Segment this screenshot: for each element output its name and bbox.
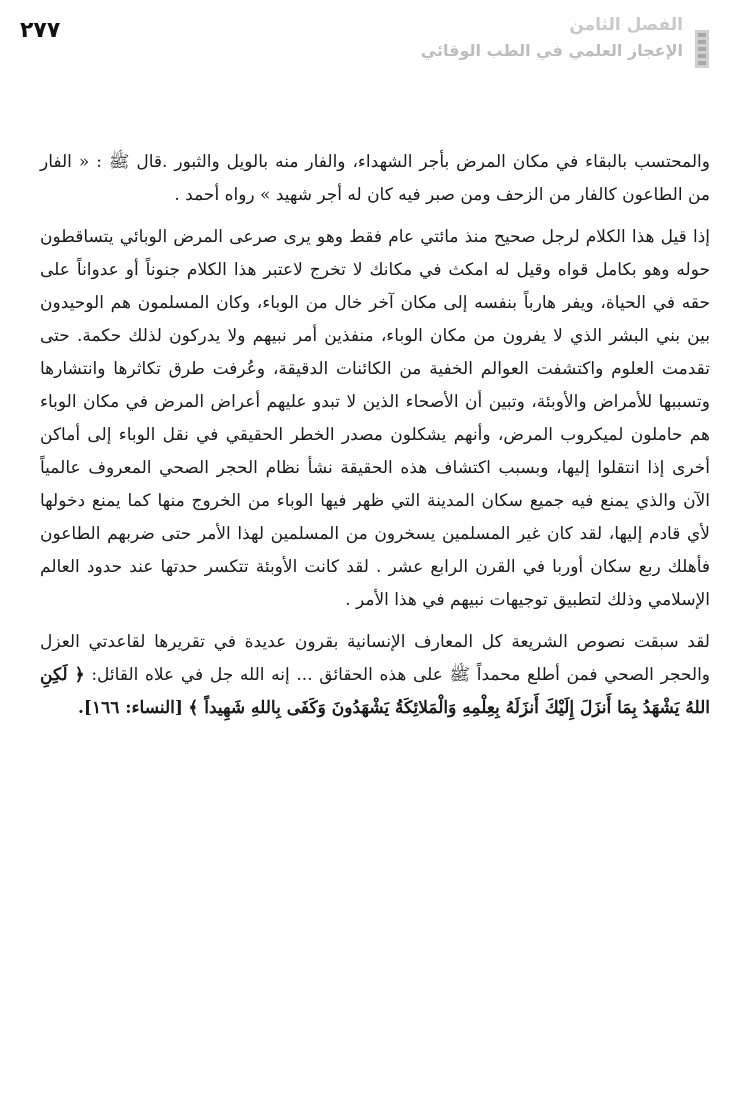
quran-reference: [النساء: ١٦٦]. (77, 698, 183, 718)
ornament-icon (693, 30, 711, 68)
chapter-subtitle: الإعجاز العلمي في الطب الوقائي (420, 41, 683, 60)
paragraph-3-text: لقد سبقت نصوص الشريعة كل المعارف الإنسانية بقرون عديدة في تقريرها لقاعدتي العزل والحجر الصحي فمن أطلع محمداً ﷺ على هذه الحقائق ... إنه الله جل في علاه القائل: (40, 632, 711, 685)
paragraph-3 (40, 626, 710, 725)
quran-verse: ﴿ لَكِنِ اللهُ يَشْهَدُ بِمَا أَنزَلَ إِلَيْكَ أَنزَلَهُ بِعِلْمِهِ وَالْمَلائِكَةُ يَشْهَدُونَ وَكَفَى بِاللهِ شَهِيداً ﴾ (40, 665, 710, 718)
paragraph-2: إذا قيل هذا الكلام لرجل صحيح منذ مائتي عام فقط وهو يرى صرعى المرض الوبائي يتساقطون حوله وهو بكامل قواه وقيل له امكث في مكانك لا تخرج لاعتبر هذا الكلام جنوناً أو عدواناً على حقه في الحياة، ويفر هارباً بنفسه إلى مكان آخر خال من الوباء، وكان المسلمون هم الوحيدون بين بني البشر الذي لا يفرون من مكان الوباء، منفذين أمر نبيهم ولا يدركون لذلك حكمة. حتى تقدمت العلوم واكتشفت العوالم الخفية من الكائنات الدقيقة، وعُرفت طرق تكاثرها وانتشارها وتسببها للأمراض والأوبئة، وتبين أن الأصحاء الذين لا تبدو عليهم أعراض المرض في مكان الوباء هم حاملون لميكروب المرض، وأنهم يشكلون مصدر الخطر الحقيقي في نقل الوباء إلى أماكن أخرى إذا انتقلوا إليها، وبسبب اكتشاف هذه الحقيقة نشأ نظام الحجر الصحي المعروف عالمياً الآن والذي يمنع فيه جميع سكان المدينة التي ظهر فيها الوباء من الخروج منها كما يمنع دخولها لأي قادم إليها، لقد كان غير المسلمين يسخرون من المسلمين لهذا الأمر حتى ضربهم الطاعون فأهلك ربع سكان أوربا في القرن الرابع عشر . لقد كانت الأوبئة تتكسر حدتها عند حدود العالم الإسلامي وذلك لتطبيق توجيهات نبيهم في هذا الأمر . (40, 227, 710, 610)
chapter-title: الفصل الثامن (569, 15, 683, 35)
page-number: ٢٧٧ (20, 18, 61, 43)
page-header (0, 10, 745, 80)
paragraph-1: والمحتسب بالبقاء في مكان المرض بأجر الشهداء، والفار منه بالويل والثبور .قال ﷺ : « الفار من الطاعون كالفار من الزحف ومن صبر فيه كان له أجر شهيد » رواه أحمد . (40, 152, 710, 205)
page-body (40, 146, 710, 734)
running-header (421, 14, 683, 64)
